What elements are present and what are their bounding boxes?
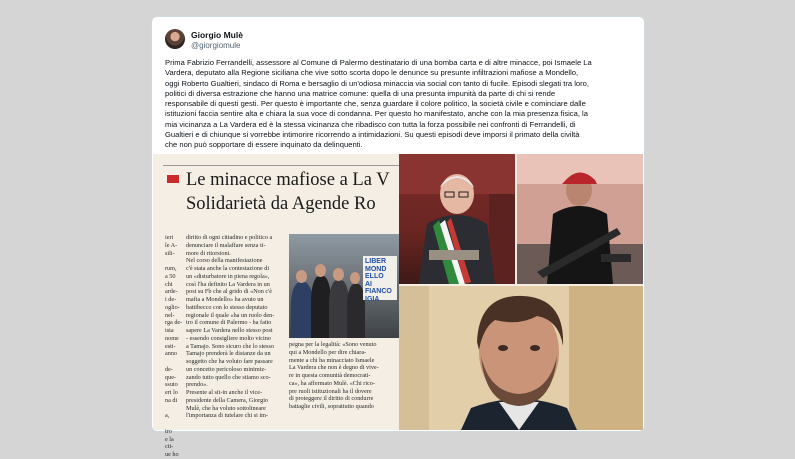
clipping-line: de-: [165, 365, 173, 373]
clipping-line: nel-: [165, 311, 175, 319]
clipping-line: mente a chi ha minacciato Ismaele: [289, 356, 375, 364]
photo-man-with-rifle[interactable]: [517, 154, 643, 284]
clipping-line: nome: [165, 334, 179, 342]
clipping-line: rum,: [165, 265, 177, 272]
clipping-line: Tamajo prenderà le distanze da un: [186, 350, 271, 358]
clipping-line: eri lo: [165, 389, 178, 396]
clipping-line: - essendo consigliere molto vicino: [186, 334, 271, 342]
tweet-card: [151, 16, 645, 458]
tweet-line: Prima Fabrizio Ferrandelli, assessore al Comune di Palermo destinatario di una bomba carta e di altre minacce, poi Ismaele La: [165, 58, 592, 67]
clipping-line: pre ruoli istituzionali ha il dovere: [289, 387, 372, 395]
tweet-line: mia vicinanza a La Vardera ed è la stessa vicinanza che ribadisco con tutta la forza possibile nei confronti di Ferrandelli, di: [165, 119, 576, 129]
clipping-line: l'importanza di tutelare chi si im-: [186, 412, 269, 420]
clipping-line: re in questa comunità democrati-: [289, 372, 371, 379]
red-marker: [167, 175, 179, 183]
tweet-media[interactable]: [153, 154, 643, 458]
clipping-line: così l'ha definito La Vardera in un: [186, 280, 270, 288]
clipping-line: post su Fb che al grido di «Non c'è: [186, 288, 273, 296]
protest-sign: LIBER MOND ELLO AI FIANCO IGIA: [363, 256, 397, 300]
clipping-line: que-: [165, 373, 176, 381]
clipping-line: cit-: [165, 443, 174, 451]
clipping-line: ieri: [165, 234, 174, 241]
clipping-line: diritto di ogni cittadino e politico a: [186, 234, 273, 241]
clipping-line: qui a Mondello per dire chiara-: [289, 348, 367, 356]
clipping-column-left: [165, 234, 183, 458]
clipping-line: [165, 257, 179, 265]
clipping-line: ue ho: [165, 451, 179, 458]
clipping-line: more di ritorsioni.: [186, 249, 231, 257]
clipping-line: tro: [165, 427, 172, 435]
clipping-line: battaglie civili, soprattutto quando: [289, 403, 374, 410]
clipping-line: zando tutto quello che stiamo sco-: [186, 373, 271, 381]
tweet-line: istituzioni faccia sentire alta e chiara la sua voce di condanna. Per questo ho manifestato, anche con la mia presenza fisica, la: [165, 109, 588, 119]
clipping-line: La Vardera che non è degno di vive-: [289, 364, 379, 372]
author-name[interactable]: Giorgio Mulè: [191, 30, 243, 40]
tweet-line: responsabile di questi gesti. Per questo è importante che, senza guardare il colore politico, la società civile e cominciare dalle: [165, 99, 586, 109]
clipping-line: c'è stata anche la contestazione di: [186, 265, 270, 272]
clipping-line: battibecco con lo stesso deputato: [186, 303, 268, 311]
clipping-line: ssuto: [165, 381, 178, 389]
clipping-line: oglio-: [165, 303, 180, 311]
headline-line: Solidarietà da Agende Ro: [186, 194, 376, 214]
clipping-line: sapere La Vardera nello stesso post: [186, 327, 273, 334]
divider: [163, 165, 399, 166]
photo-mayor[interactable]: [399, 154, 515, 284]
clipping-line: tro il comune di Palermo - ha fatto: [186, 319, 272, 327]
clipping-line: ista: [165, 327, 174, 334]
clipping-line: regionale il quale «ha un ruolo den-: [186, 311, 275, 319]
clipping-line: mafia a Mondello» ha avuto un: [186, 296, 264, 303]
clipping-line: sili-: [165, 249, 175, 257]
clipping-line: chi: [165, 280, 173, 288]
clipping-line: na di: [165, 396, 178, 404]
photo-portrait[interactable]: [399, 286, 643, 430]
clipping-line: le A-: [165, 241, 178, 249]
clipping-line: e la: [165, 435, 174, 443]
clipping-line: [165, 420, 179, 428]
tweet-line: oggi Roberto Gualtieri, sindaco di Roma e bersaglio di un'odiosa minaccia via social con tanto di fucile. Episodi slegati tra loro,: [165, 78, 589, 88]
clipping-line: a Tamajo. Sono sicuro che lo stesso: [186, 342, 274, 350]
clipping-column-right: [289, 341, 399, 429]
clipping-line: un «disturbatore in piena regola»,: [186, 272, 270, 280]
tweet-line: che non può sopportare di essere inquinato da delinquenti.: [165, 140, 363, 150]
clipping-line: a 50: [165, 272, 176, 280]
clipping-line: Presente al sit-in anche il vice-: [186, 389, 263, 396]
clipping-line: rga de-: [165, 319, 183, 327]
clipping-line: presidente della Camera, Giorgio: [186, 396, 269, 404]
clipping-line: arde-: [165, 288, 178, 296]
clipping-line: ca», ha affermato Mulè. «Chi rico-: [289, 379, 375, 387]
author-handle[interactable]: @giorgiomule: [191, 41, 241, 50]
tweet-line: Vardera, deputato alla Regione siciliana che vive sotto scorta dopo le denunce su presunte infiltrazioni mafiose a Mondello,: [165, 68, 579, 78]
clipping-line: Mulè, che ha voluto sottolineare: [186, 404, 266, 412]
tweet-text: [165, 58, 633, 151]
clipping-line: di proteggere il diritto di condurre: [289, 395, 374, 403]
clipping-line: i de-: [165, 296, 177, 303]
avatar[interactable]: [165, 29, 185, 49]
clipping-line: a,: [165, 412, 170, 420]
clipping-line: soggetto che ha voluto fare passare: [186, 358, 273, 365]
headline-line: Le minacce mafiose a La V: [186, 170, 390, 190]
tweet-line: Gualtieri e di chiunque si vorrebbe intimorire ricorrendo a intimidazioni. Su questi episodi deve imporsi il primato della civiltà: [165, 130, 580, 140]
clipping-line: denunciare il malaffare senza ti-: [186, 241, 266, 249]
clipping-line: [165, 405, 179, 413]
clipping-column-middle: [186, 234, 286, 429]
clipping-photo: [289, 234, 399, 338]
clipping-line: pegna per la legalità: «Sono venuto: [289, 341, 377, 348]
clipping-line: Nel corso della manifestazione: [186, 257, 263, 265]
tweet-line: politici di diversa estrazione che hanno una matrice comune: quella di una presunta impunità da parte di chi si rende: [165, 88, 556, 98]
clipping-line: esti-: [165, 342, 176, 350]
clipping-line: anno: [165, 350, 178, 358]
newspaper-clipping: [153, 154, 399, 458]
clipping-line: [165, 358, 179, 366]
clipping-line: un concetto pericoloso minimiz-: [186, 365, 267, 373]
clipping-line: prendo».: [186, 381, 208, 389]
